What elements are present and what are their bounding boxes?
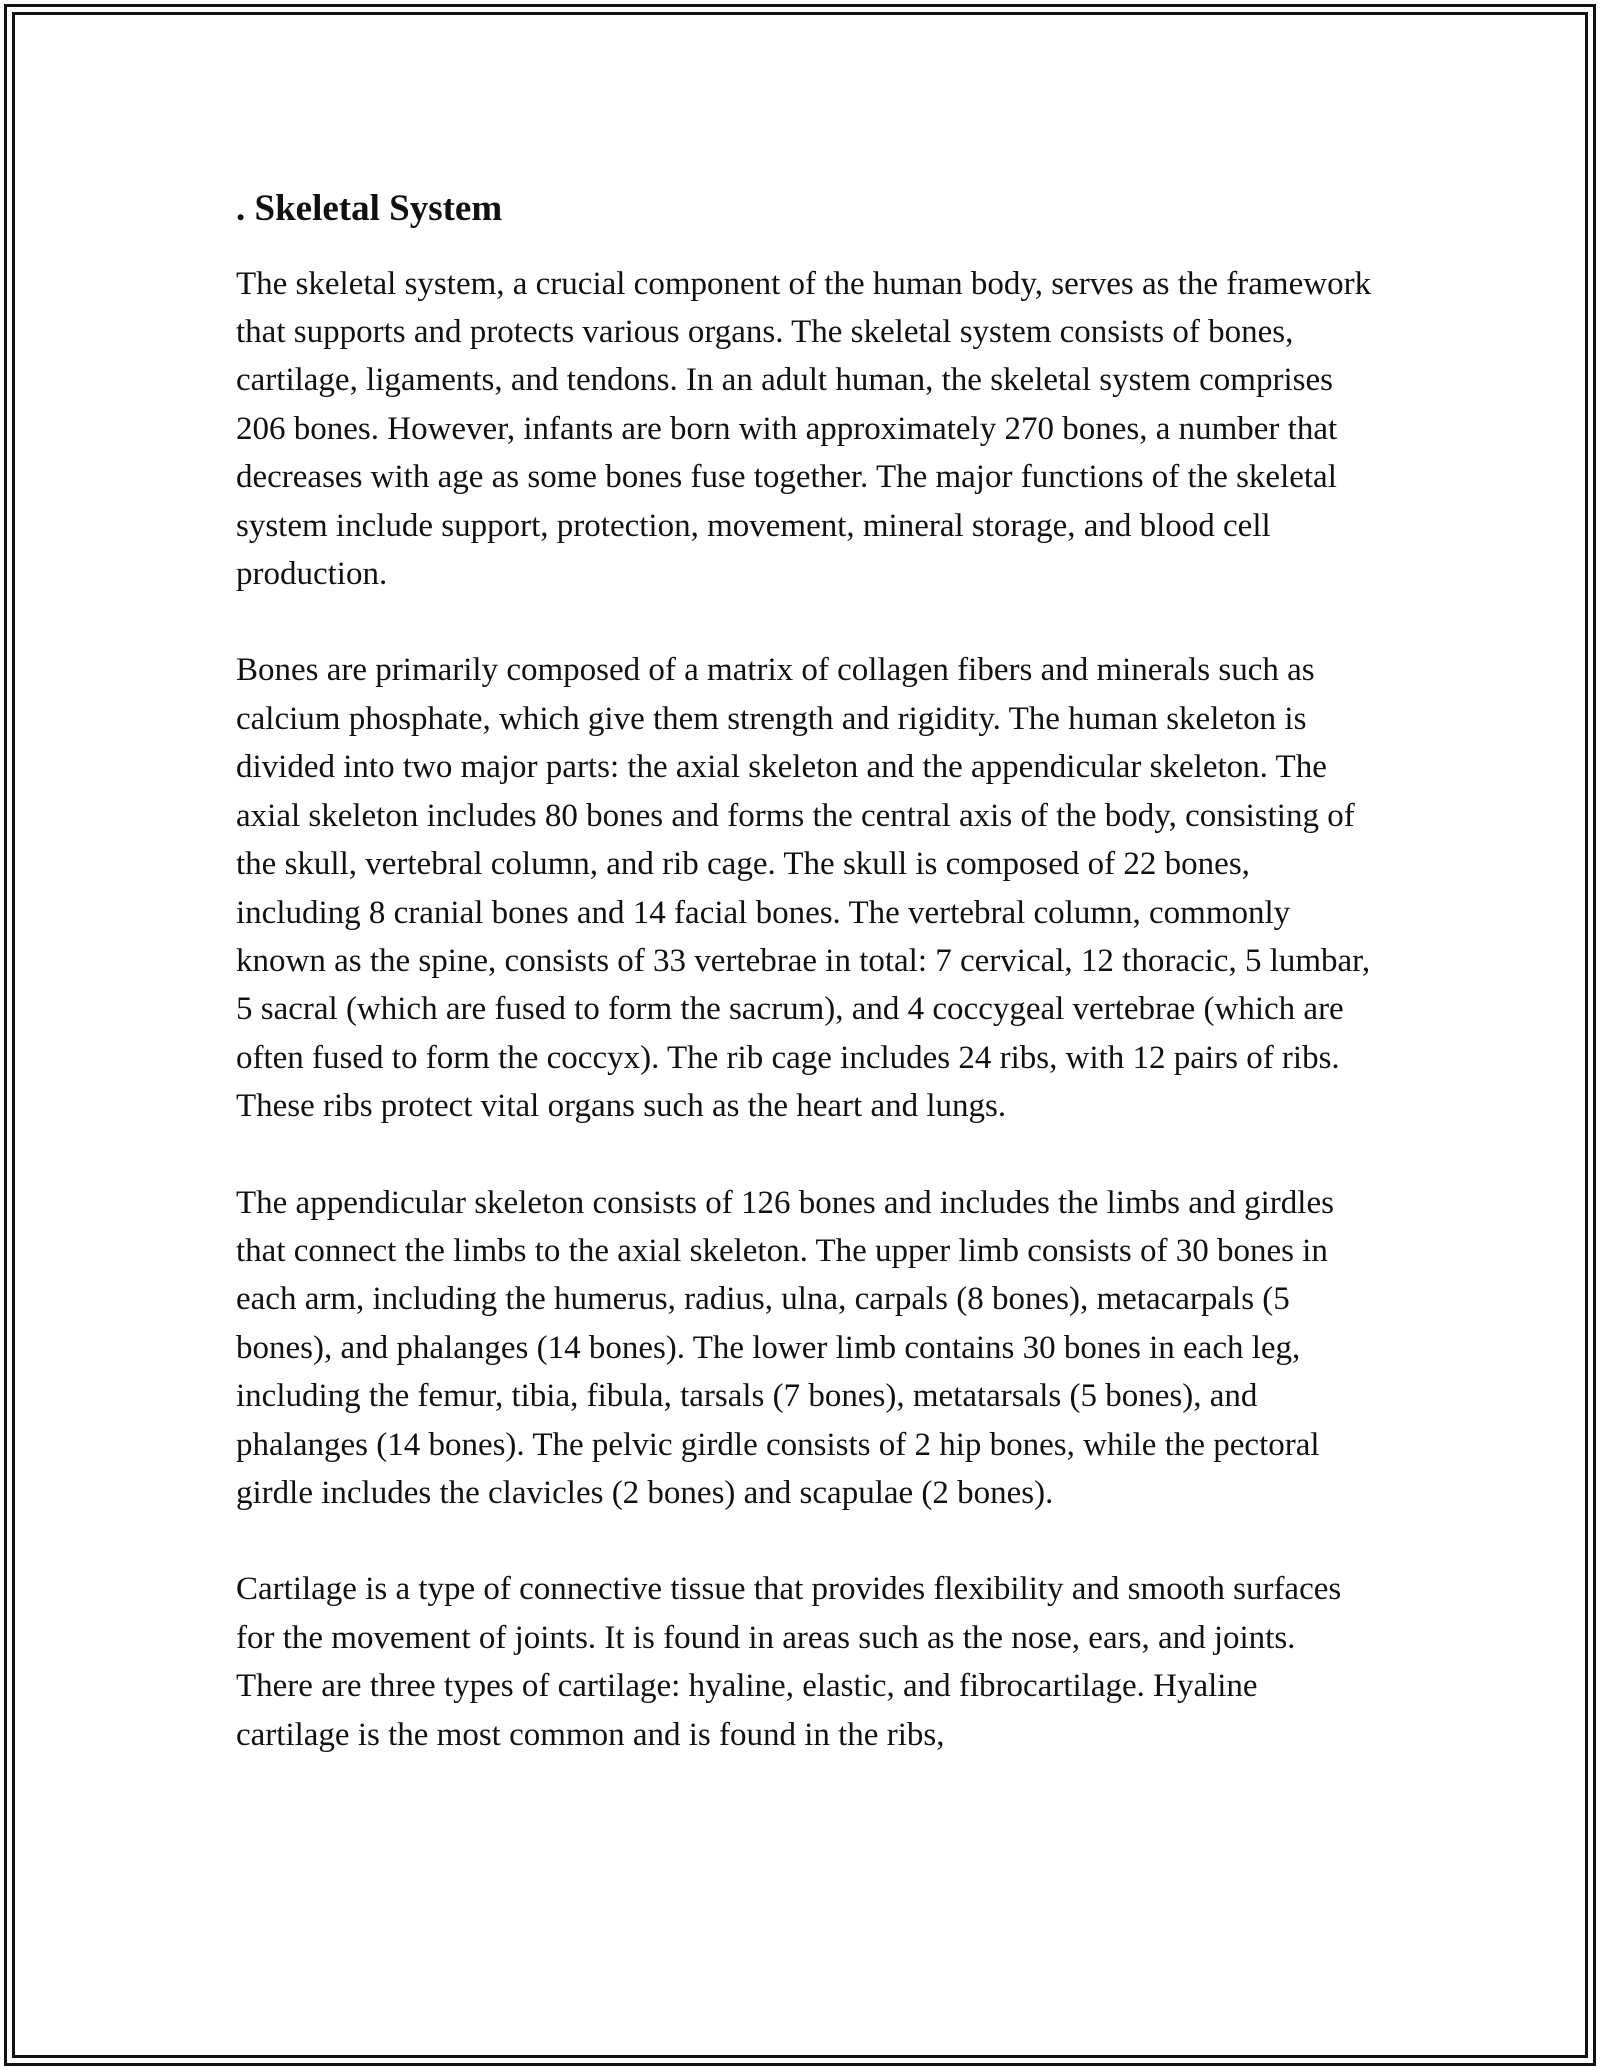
document-body [236, 182, 1376, 1807]
paragraph-cartilage: Cartilage is a type of connective tissue that provides flexibility and smooth surfaces for the movement of joints. It is found in areas such as the nose, ears, and joints. There are three types of cartilage: hyaline, elastic, and fibrocartilage. Hyaline cartilage is the most common and is found in the ribs, [236, 1571, 1342, 1753]
paragraph-axial-skeleton: Bones are primarily composed of a matrix of collagen fibers and minerals such as calcium phosphate, which give them strength and rigidity. The human skeleton is divided into two major parts: the axial skeleton and the appendicular skeleton. The axial skeleton includes 80 bones and forms the central axis of the body, consisting of the skull, vertebral column, and rib cage. The skull is composed of 22 bones, including 8 cranial bones and 14 facial bones. The vertebral column, commonly known as the spine, consists of 33 vertebrae in total: 7 cervical, 12 thoracic, 5 lumbar, 5 sacral (which are fused to form the sacrum), and 4 coccygeal vertebrae (which are often fused to form the coccyx). The rib cage includes 24 ribs, with 12 pairs of ribs. These ribs protect vital organs such as the heart and lungs. [236, 652, 1371, 1125]
section-heading: . Skeletal System [236, 188, 503, 229]
paragraph-intro: The skeletal system, a crucial component of the human body, serves as the framework that supports and protects various organs. The skeletal system consists of bones, cartilage, ligaments, and tendons. In an adult human, the skeletal system comprises 206 bones. However, infants are born with approximately 270 bones, a number that decreases with age as some bones fuse together. The major functions of the skeletal system include support, protection, movement, mineral storage, and blood cell production. [236, 265, 1372, 593]
paragraph-appendicular-skeleton: The appendicular skeleton consists of 126 bones and includes the limbs and girdles that connect the limbs to the axial skeleton. The upper limb consists of 30 bones in each arm, including the humerus, radius, ulna, carpals (8 bones), metacarpals (5 bones), and phalanges (14 bones). The lower limb contains 30 bones in each leg, including the femur, tibia, fibula, tarsals (7 bones), metatarsals (5 bones), and phalanges (14 bones). The pelvic girdle consists of 2 hip bones, while the pectoral girdle includes the clavicles (2 bones) and scapulae (2 bones). [236, 1184, 1334, 1511]
